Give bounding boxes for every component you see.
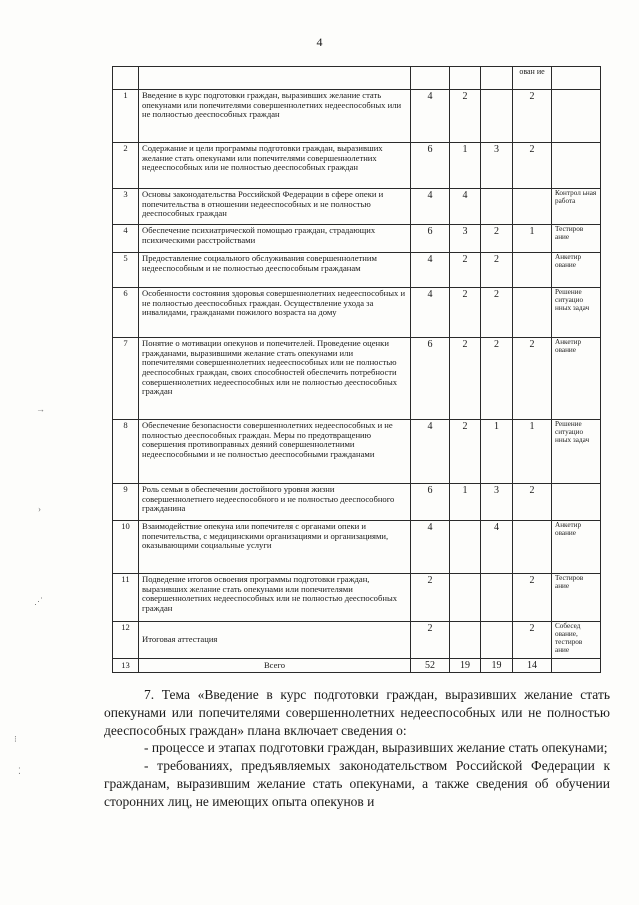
hours-other: 2 (513, 574, 552, 622)
header-cell (139, 67, 411, 90)
row-number: 7 (113, 338, 139, 420)
theme-cell: Основы законодательства Российской Федерации в сфере опеки и попечительства в отношении недееспособных и не полностью дееспособных граждан (139, 189, 411, 225)
hours-other (513, 189, 552, 225)
control-form: Решение ситуацио нных задач (552, 288, 601, 338)
table-row (113, 253, 601, 288)
hours-lecture: 2 (450, 338, 481, 420)
theme-cell: Роль семьи в обеспечении достойного уровня жизни совершеннолетнего недееспособного и не полностью дееспособного гражданина (139, 484, 411, 521)
paragraph-item-process: - процессе и этапах подготовки граждан, выразивших желание стать опекунами; (144, 740, 608, 756)
curriculum-table (112, 66, 601, 673)
control-form: Решение ситуацио нных задач (552, 420, 601, 484)
hours-other: 1 (513, 225, 552, 253)
table-row (113, 225, 601, 253)
table-row (113, 484, 601, 521)
table-row (113, 189, 601, 225)
hours-total: 4 (411, 288, 450, 338)
hours-practice: 2 (481, 338, 513, 420)
control-form: Тестиров ание (552, 225, 601, 253)
hours-other (513, 253, 552, 288)
total-row (113, 659, 601, 673)
control-form (552, 143, 601, 189)
hours-other (513, 521, 552, 574)
table-row (113, 420, 601, 484)
table-row (113, 288, 601, 338)
header-cell (411, 67, 450, 90)
control-form: Контрол ьная работа (552, 189, 601, 225)
body-text (104, 686, 610, 811)
row-number: 1 (113, 90, 139, 143)
hours-practice: 2 (481, 225, 513, 253)
hours-total: 4 (411, 420, 450, 484)
hours-total: 2 (411, 574, 450, 622)
hours-total: 6 (411, 338, 450, 420)
row-number: 10 (113, 521, 139, 574)
hours-practice (481, 574, 513, 622)
hours-other: 2 (513, 622, 552, 659)
control-form: Анкетир ование (552, 338, 601, 420)
header-cell (450, 67, 481, 90)
control-form: Анкетир ование (552, 521, 601, 574)
control-form: Собесед ование, тестиров ание (552, 622, 601, 659)
hours-total: 6 (411, 484, 450, 521)
hours-practice (481, 90, 513, 143)
margin-scan-mark: › (38, 504, 41, 514)
hours-other: 2 (513, 90, 552, 143)
hours-other: 2 (513, 143, 552, 189)
margin-scan-mark: → (36, 404, 45, 414)
theme-cell: Предоставление социального обслуживания совершеннолетним недееспособным и не полностью дееспособным гражданам (139, 253, 411, 288)
margin-scan-mark: ⁚ (18, 766, 21, 776)
hours-total: 6 (411, 143, 450, 189)
header-cell (481, 67, 513, 90)
margin-scan-mark: ⋰ (34, 596, 43, 606)
hours-lecture (450, 521, 481, 574)
hours-total: 4 (411, 253, 450, 288)
page-number: 4 (316, 35, 323, 49)
header-cell-partial: ован ие (513, 67, 552, 90)
hours-lecture: 4 (450, 189, 481, 225)
hours-other: 2 (513, 338, 552, 420)
theme-cell: Обеспечение безопасности совершеннолетних недееспособных и не полностью дееспособных граждан. Меры по предотвращению совершения противоправных деяний совершеннолетними недееспособными и не полностью дееспособными гражданами (139, 420, 411, 484)
theme-cell: Содержание и цели программы подготовки граждан, выразивших желание стать опекунами или попечителями совершеннолетних недееспособных или не полностью дееспособных граждан (139, 143, 411, 189)
table-row (113, 622, 601, 659)
table-row (113, 574, 601, 622)
hours-practice (481, 622, 513, 659)
hours-other: 14 (513, 659, 552, 673)
row-number: 5 (113, 253, 139, 288)
hours-total: 52 (411, 659, 450, 673)
hours-lecture: 2 (450, 288, 481, 338)
row-number: 8 (113, 420, 139, 484)
table-row (113, 90, 601, 143)
hours-lecture (450, 574, 481, 622)
hours-practice: 1 (481, 420, 513, 484)
row-number: 12 (113, 622, 139, 659)
row-number: 11 (113, 574, 139, 622)
theme-cell: Введение в курс подготовки граждан, выразивших желание стать опекунами или попечителями совершеннолетних недееспособных или не полностью дееспособных граждан (139, 90, 411, 143)
hours-total: 2 (411, 622, 450, 659)
table-row (113, 338, 601, 420)
hours-total: 4 (411, 189, 450, 225)
row-number: 9 (113, 484, 139, 521)
row-number: 4 (113, 225, 139, 253)
theme-cell: Особенности состояния здоровья совершеннолетних недееспособных и не полностью дееспособных граждан. Осуществление ухода за инвалидами, гражданами пожилого возраста на дому (139, 288, 411, 338)
total-label: Всего (139, 659, 411, 673)
hours-lecture: 2 (450, 420, 481, 484)
hours-practice (481, 189, 513, 225)
paragraph-item-requirements: - требованиях, предъявляемых законодательством Российской Федерации к гражданам, выразившим желание стать опекунами, а также сведения об обучении сторонних лиц, не имеющих опыта опекунов и (104, 758, 610, 809)
hours-practice: 4 (481, 521, 513, 574)
table-row (113, 143, 601, 189)
hours-lecture: 1 (450, 484, 481, 521)
table-header-row (113, 67, 601, 90)
control-form (552, 484, 601, 521)
hours-practice: 2 (481, 288, 513, 338)
row-number: 6 (113, 288, 139, 338)
theme-cell: Подведение итогов освоения программы подготовки граждан, выразивших желание стать опекунами или попечителями совершеннолетних недееспособных или не полностью дееспособных граждан (139, 574, 411, 622)
hours-other (513, 288, 552, 338)
hours-total: 4 (411, 521, 450, 574)
theme-cell: Понятие о мотивации опекунов и попечителей. Проведение оценки гражданами, выразившими желание стать опекунами или попечителями совершеннолетних недееспособных или не полностью дееспособных граждан, своих способностей обеспечить потребности совершеннолетних недееспособных или не полностью дееспособных граждан (139, 338, 411, 420)
theme-cell: Обеспечение психиатрической помощью граждан, страдающих психическими расстройствами (139, 225, 411, 253)
hours-practice: 19 (481, 659, 513, 673)
hours-lecture (450, 622, 481, 659)
header-cell (113, 67, 139, 90)
table-row (113, 521, 601, 574)
margin-scan-mark: ⁝ (14, 734, 17, 744)
theme-cell: Итоговая аттестация (139, 622, 411, 659)
row-number: 2 (113, 143, 139, 189)
paragraph-topic-7: 7. Тема «Введение в курс подготовки граждан, выразивших желание стать опекунами или попечителями совершеннолетних недееспособных или не полностью дееспособных граждан» плана включает сведения о: (104, 687, 610, 738)
hours-lecture: 19 (450, 659, 481, 673)
control-form (552, 90, 601, 143)
control-form: Анкетир ование (552, 253, 601, 288)
hours-other: 2 (513, 484, 552, 521)
hours-lecture: 2 (450, 253, 481, 288)
hours-practice: 3 (481, 143, 513, 189)
hours-other: 1 (513, 420, 552, 484)
control-form (552, 659, 601, 673)
hours-total: 4 (411, 90, 450, 143)
hours-practice: 2 (481, 253, 513, 288)
hours-lecture: 1 (450, 143, 481, 189)
hours-lecture: 3 (450, 225, 481, 253)
hours-practice: 3 (481, 484, 513, 521)
header-cell (552, 67, 601, 90)
row-number: 3 (113, 189, 139, 225)
hours-total: 6 (411, 225, 450, 253)
hours-lecture: 2 (450, 90, 481, 143)
row-number: 13 (113, 659, 139, 673)
theme-cell: Взаимодействие опекуна или попечителя с органами опеки и попечительства, с медицинскими организациями и организациями, оказывающими социальные услуги (139, 521, 411, 574)
control-form: Тестиров ание (552, 574, 601, 622)
